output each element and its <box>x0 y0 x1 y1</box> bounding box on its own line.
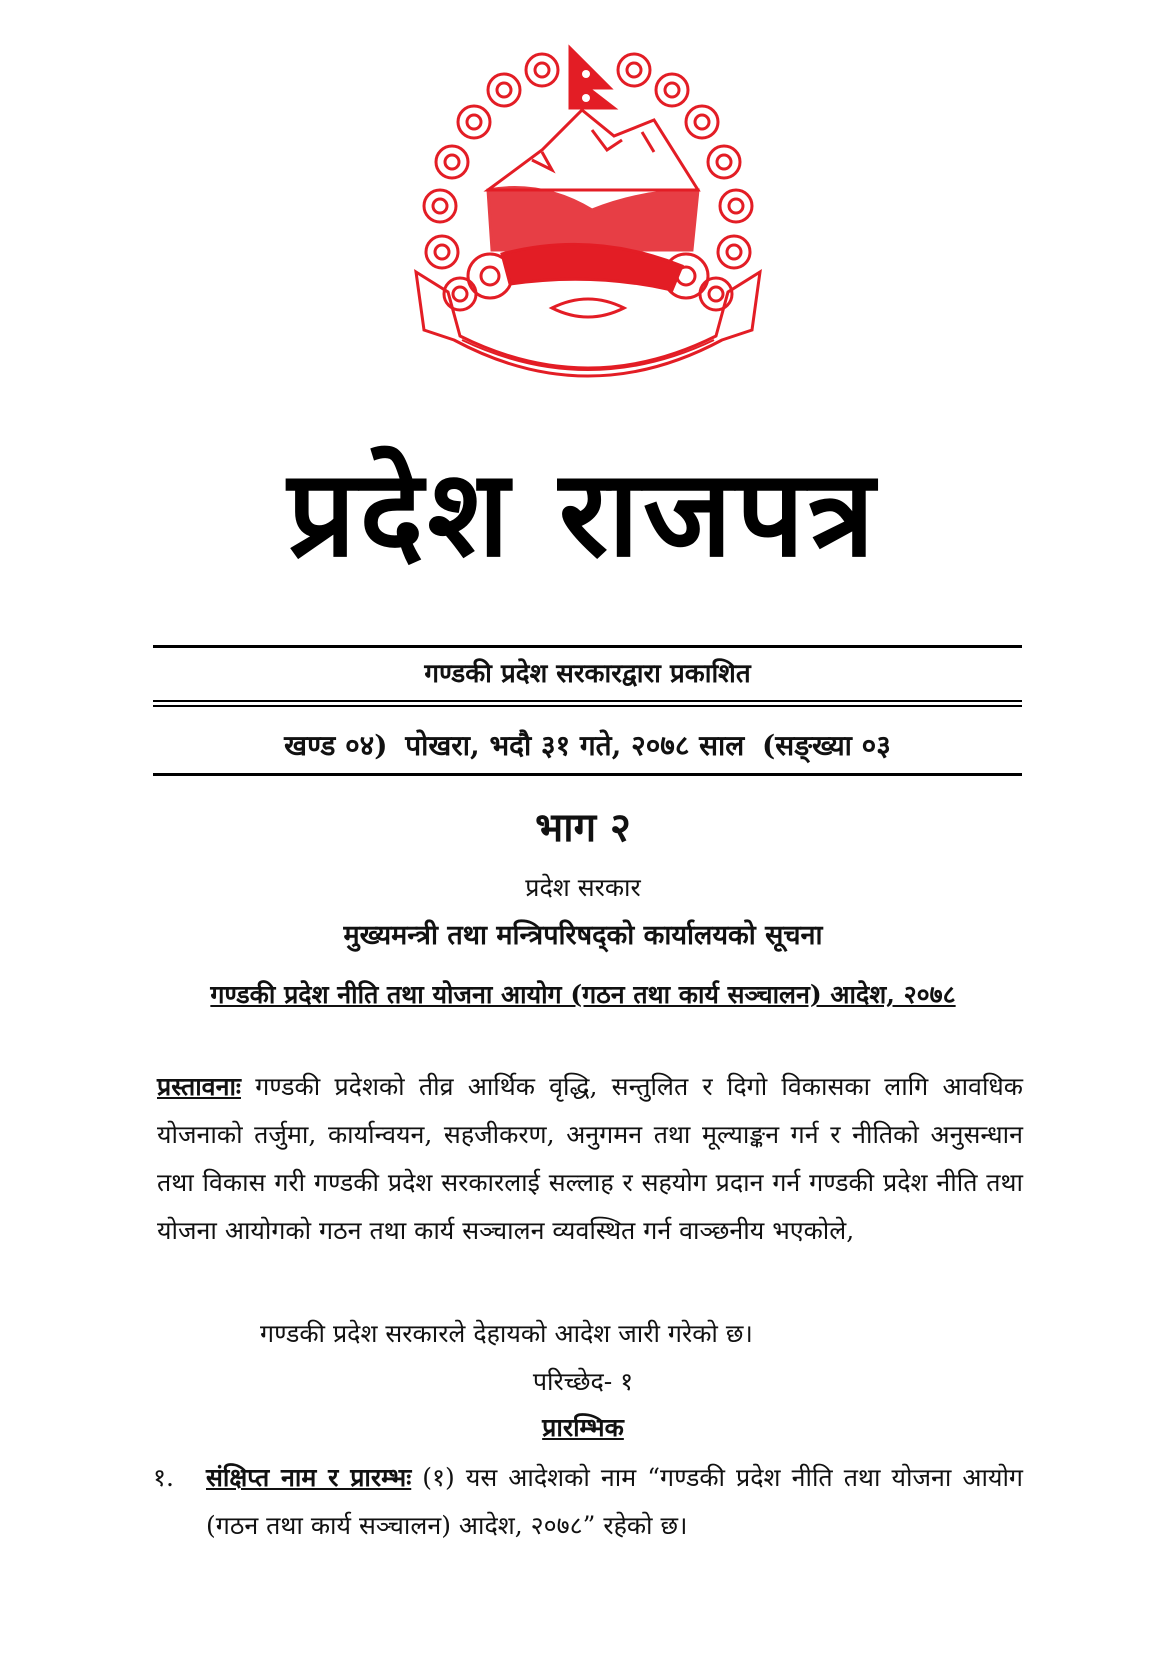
section-text: (१) यस आदेशको नाम “गण्डकी प्रदेश नीति तथा योजना आयोग (गठन तथा कार्य सञ्चालन) आदेश, २०७८” रहेको छ। <box>206 1463 1023 1540</box>
volume: खण्ड ०४) <box>284 729 388 762</box>
coat-of-arms-icon <box>416 48 760 376</box>
order-title: गण्डकी प्रदेश नीति तथा योजना आयोग (गठन तथा कार्य सञ्चालन) आदेश, २०७८ <box>210 980 956 1009</box>
nepal-emblem <box>392 40 784 420</box>
divider <box>153 705 1022 707</box>
issue-line <box>153 724 1022 768</box>
chapter-label: परिच्छेद- १ <box>532 1367 634 1396</box>
publisher-line: गण्डकी प्रदेश सरकारद्वारा प्रकाशित <box>424 659 751 689</box>
government-label: प्रदेश सरकार <box>525 873 641 902</box>
divider <box>153 700 1022 702</box>
notice-title: मुख्यमन्त्री तथा मन्त्रिपरिषद्को कार्यालयको सूचना <box>343 920 823 951</box>
section-heading: संक्षिप्त नाम र प्रारम्भः <box>206 1463 412 1492</box>
preamble-label: प्रस्तावनाः <box>157 1072 241 1101</box>
divider <box>153 773 1022 776</box>
preamble-text: गण्डकी प्रदेशको तीव्र आर्थिक वृद्धि, सन्तुलित र दिगो विकासका लागि आवधिक योजनाको तर्जुमा, कार्यान्वयन, सहजीकरण, अनुगमन तथा मूल्याङ्कन गर्न र नीतिको अनुसन्धान तथा विकास गरी गण्डकी प्रदेश सरकारलाई सल्लाह र सहयोग प्रदान गर्न गण्डकी प्रदेश नीति तथा योजना आयोगको गठन तथा कार्य सञ्चालन व्यवस्थित गर्न वाञ्छनीय भएकोले, <box>157 1072 1023 1245</box>
place-date: पोखरा, भदौ ३१ गते, २०७८ साल <box>405 729 745 762</box>
divider <box>153 645 1022 648</box>
decree-line: गण्डकी प्रदेश सरकारले देहायको आदेश जारी गरेको छ। <box>260 1319 753 1348</box>
section-body <box>206 1454 1023 1550</box>
section-number: १. <box>153 1463 174 1492</box>
gazette-title: प्रदेश राजपत्र <box>287 445 879 584</box>
issue-number: (सङ्ख्या ०३ <box>762 729 891 762</box>
chapter-name: प्रारम्भिक <box>542 1413 624 1442</box>
part-heading: भाग २ <box>535 804 631 851</box>
section-1 <box>153 1454 1023 1550</box>
preamble <box>157 1063 1023 1255</box>
